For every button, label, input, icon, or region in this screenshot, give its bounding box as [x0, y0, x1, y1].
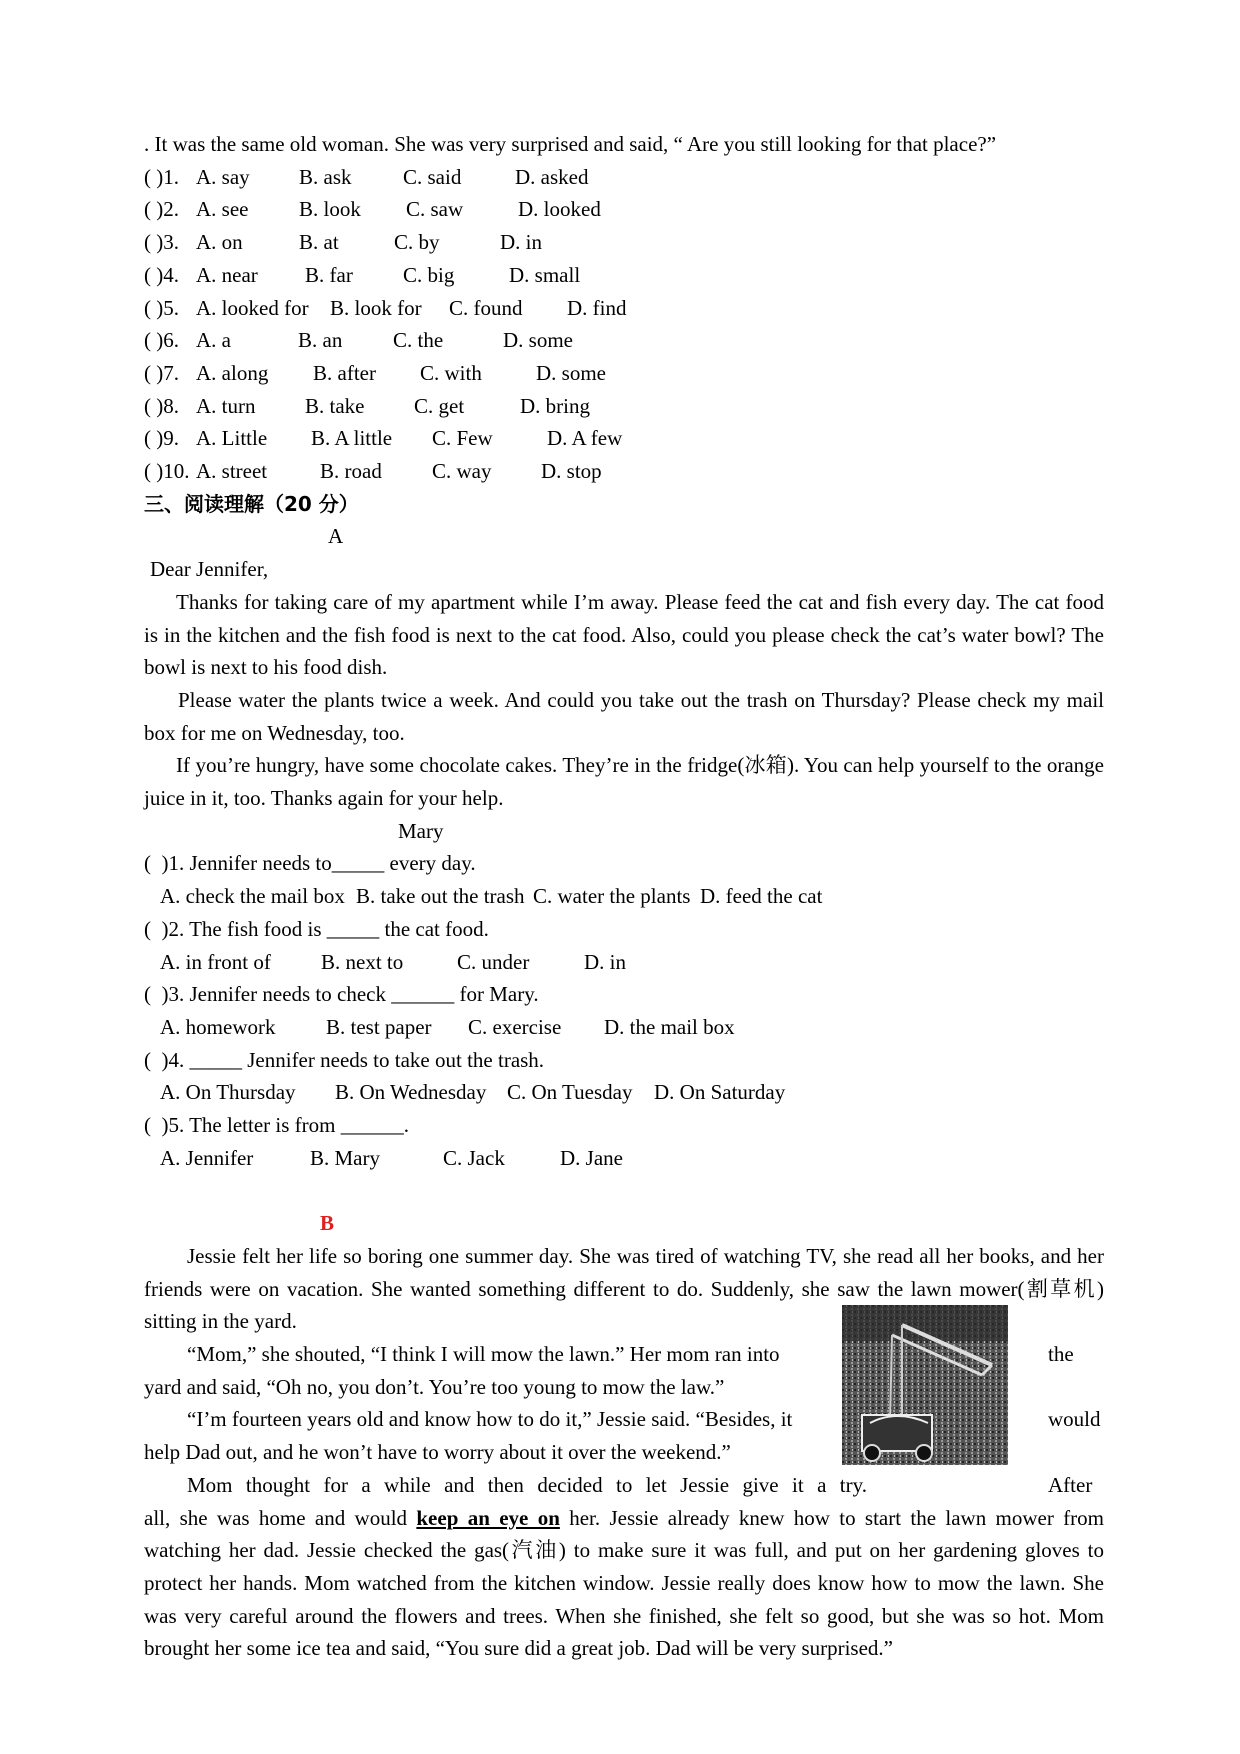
- answer-option: A. On Thursday: [160, 1080, 296, 1105]
- story-text: Mom thought for a while and then decided to let Jessie give it a try.: [187, 1472, 867, 1497]
- answer-option: B. take: [305, 393, 365, 418]
- cloze-question-list: [144, 161, 1104, 488]
- answer-option: C. get: [414, 393, 465, 418]
- answer-option: B. far: [305, 262, 353, 287]
- story-paragraph-1: Jessie felt her life so boring one summer day. She was tired of watching TV, she read all her books, and her friends were on vacation. She wanted something different to do. Suddenly, she saw the lawn mower(割草机) sitting in the yard.: [144, 1243, 1104, 1334]
- lawn-mower-photo: [842, 1305, 1008, 1465]
- answer-option: A. along: [196, 360, 269, 385]
- answer-option: C. water the plants: [533, 884, 691, 909]
- answer-option: A. a: [196, 328, 231, 353]
- story-paragraph-4-line-1: [144, 1469, 1104, 1502]
- answer-option: A. street: [196, 459, 268, 484]
- letter-paragraph-3: If you’re hungry, have some chocolate cakes. They’re in the fridge(冰箱). You can help yourself to the orange juice in it, too. Thanks again for your help.: [144, 753, 1104, 811]
- question-number: ( )3.: [144, 230, 179, 255]
- answer-option: B. Mary: [310, 1145, 380, 1170]
- story-paragraph-2-line-2: yard and said, “Oh no, you don’t. You’re too young to mow the law.”: [144, 1374, 725, 1399]
- cloze-question: [144, 422, 1104, 455]
- answer-option: D. find: [567, 295, 627, 320]
- question-number: ( )8.: [144, 393, 179, 418]
- answer-option: D. some: [536, 360, 606, 385]
- spacer: [144, 1175, 1104, 1208]
- answer-option: A. say: [196, 164, 250, 189]
- answer-option: A. homework: [160, 1014, 276, 1039]
- answer-option: B. look: [299, 197, 361, 222]
- answer-option: D. On Saturday: [654, 1080, 786, 1105]
- question-number: ( )2.: [144, 197, 179, 222]
- answer-option: C. exercise: [468, 1014, 562, 1039]
- cloze-question: [144, 161, 1104, 194]
- cloze-question: [144, 324, 1104, 357]
- question-number: ( )5.: [144, 295, 179, 320]
- question-number: ( )6.: [144, 328, 179, 353]
- answer-options: [144, 1076, 1104, 1109]
- letter-greeting: Dear Jennifer,: [150, 557, 269, 582]
- cloze-question: [144, 226, 1104, 259]
- answer-option: D. looked: [518, 197, 601, 222]
- cloze-question: [144, 390, 1104, 423]
- letter-paragraph-2: Please water the plants twice a week. And could you take out the trash on Thursday? Please check my mail box for me on Wednesday, too.: [144, 687, 1104, 745]
- cloze-question: [144, 455, 1104, 488]
- passage-a-label: A: [328, 524, 344, 549]
- answer-option: B. A little: [311, 426, 393, 451]
- story-text: her. Jessie already knew how to start the lawn mower from watching her dad. Jessie checked the gas(汽油) to make sure it was full, and put on her gardening gloves to protect her hands. Mom watched from the kitchen window. Jessie really does know how to mow the lawn. She was very careful around the flowers and trees. When she finished, she felt so good, but she was so hot. Mom brought her some ice tea and said, “You sure did a great job. Dad will be very surprised.”: [144, 1505, 1105, 1661]
- story-text: After: [1048, 1472, 1093, 1497]
- answer-option: C. saw: [406, 197, 464, 222]
- answer-option: D. stop: [541, 459, 602, 484]
- answer-option: D. Jane: [560, 1145, 623, 1170]
- answer-option: D. some: [503, 328, 573, 353]
- intro-line: . It was the same old woman. She was very surprised and said, “ Are you still looking for that place?”: [144, 132, 997, 156]
- letter-paragraph-1: Thanks for taking care of my apartment while I’m away. Please feed the cat and fish every day. The cat food is in the kitchen and the fish food is next to the cat food. Also, could you please check the cat’s water bowl? The bowl is next to his food dish.: [144, 589, 1104, 680]
- answer-option: C. Few: [432, 426, 493, 451]
- answer-option: A. turn: [196, 393, 256, 418]
- answer-option: C. way: [432, 459, 492, 484]
- question-number: ( )9.: [144, 426, 179, 451]
- answer-option: A. near: [196, 262, 258, 287]
- answer-option: B. On Wednesday: [335, 1080, 487, 1105]
- answer-option: D. A few: [547, 426, 623, 451]
- keyword-phrase: keep an eye on: [416, 1505, 560, 1530]
- reading-question-list: [144, 847, 1104, 1174]
- question-stem: ( )4. _____ Jennifer needs to take out the trash.: [144, 1047, 545, 1072]
- question-number: ( )1.: [144, 164, 179, 189]
- passage-b-label: B: [320, 1211, 335, 1236]
- answer-option: B. after: [313, 360, 376, 385]
- cloze-question: [144, 259, 1104, 292]
- answer-options: [144, 880, 1104, 913]
- answer-options: [144, 1011, 1104, 1044]
- question-number: ( )10.: [144, 459, 190, 484]
- answer-option: B. take out the trash: [356, 884, 525, 909]
- answer-option: D. small: [509, 262, 581, 287]
- answer-option: D. in: [584, 949, 626, 974]
- answer-option: D. bring: [520, 393, 590, 418]
- answer-option: D. in: [500, 230, 542, 255]
- answer-option: D. the mail box: [604, 1014, 735, 1039]
- answer-option: C. under: [457, 949, 530, 974]
- answer-option: B. an: [298, 328, 343, 353]
- answer-option: B. next to: [321, 949, 404, 974]
- answer-option: B. ask: [299, 164, 352, 189]
- answer-option: A. see: [196, 197, 249, 222]
- answer-option: C. found: [449, 295, 523, 320]
- answer-option: A. in front of: [160, 949, 271, 974]
- story-paragraph-4-body: [144, 1502, 1104, 1666]
- story-text: would: [1048, 1407, 1101, 1432]
- answer-options: [144, 946, 1104, 979]
- question-stem: ( )2. The fish food is _____ the cat food.: [144, 916, 489, 941]
- answer-option: A. Jennifer: [160, 1145, 254, 1170]
- cloze-question: [144, 357, 1104, 390]
- story-text: the: [1048, 1342, 1074, 1366]
- answer-option: B. road: [320, 459, 382, 484]
- answer-option: A. on: [196, 230, 243, 255]
- answer-option: B. test paper: [326, 1014, 432, 1039]
- story-text: “I’m fourteen years old and know how to do it,” Jessie said. “Besides, it: [187, 1407, 793, 1432]
- cloze-question: [144, 193, 1104, 226]
- question-number: ( )7.: [144, 360, 179, 385]
- answer-option: C. On Tuesday: [507, 1080, 633, 1105]
- question-stem: ( )5. The letter is from ______.: [144, 1113, 409, 1138]
- story-text: all, she was home and would: [144, 1505, 417, 1530]
- answer-option: D. feed the cat: [700, 884, 823, 909]
- answer-option: D. asked: [515, 164, 589, 189]
- answer-option: C. Jack: [443, 1145, 505, 1170]
- answer-option: C. said: [403, 164, 462, 189]
- answer-option: C. the: [393, 328, 444, 353]
- answer-option: C. by: [394, 230, 440, 255]
- answer-option: C. with: [420, 360, 482, 385]
- answer-option: A. check the mail box: [160, 884, 345, 909]
- story-text: “Mom,” she shouted, “I think I will mow the lawn.” Her mom ran into: [187, 1342, 780, 1366]
- question-stem: ( )1. Jennifer needs to_____ every day.: [144, 851, 476, 876]
- answer-option: C. big: [403, 262, 455, 287]
- answer-option: B. look for: [330, 295, 422, 320]
- story-paragraph-3-line-2: help Dad out, and he won’t have to worry about it over the weekend.”: [144, 1440, 731, 1465]
- question-stem: ( )3. Jennifer needs to check ______ for Mary.: [144, 982, 539, 1007]
- question-number: ( )4.: [144, 262, 179, 287]
- section-title: 三、阅读理解（20 分）: [144, 491, 359, 516]
- letter-signature: Mary: [398, 818, 444, 843]
- answer-option: B. at: [299, 230, 339, 255]
- cloze-question: [144, 292, 1104, 325]
- answer-option: A. looked for: [196, 295, 309, 320]
- answer-option: A. Little: [196, 426, 268, 451]
- answer-options: [144, 1142, 1104, 1175]
